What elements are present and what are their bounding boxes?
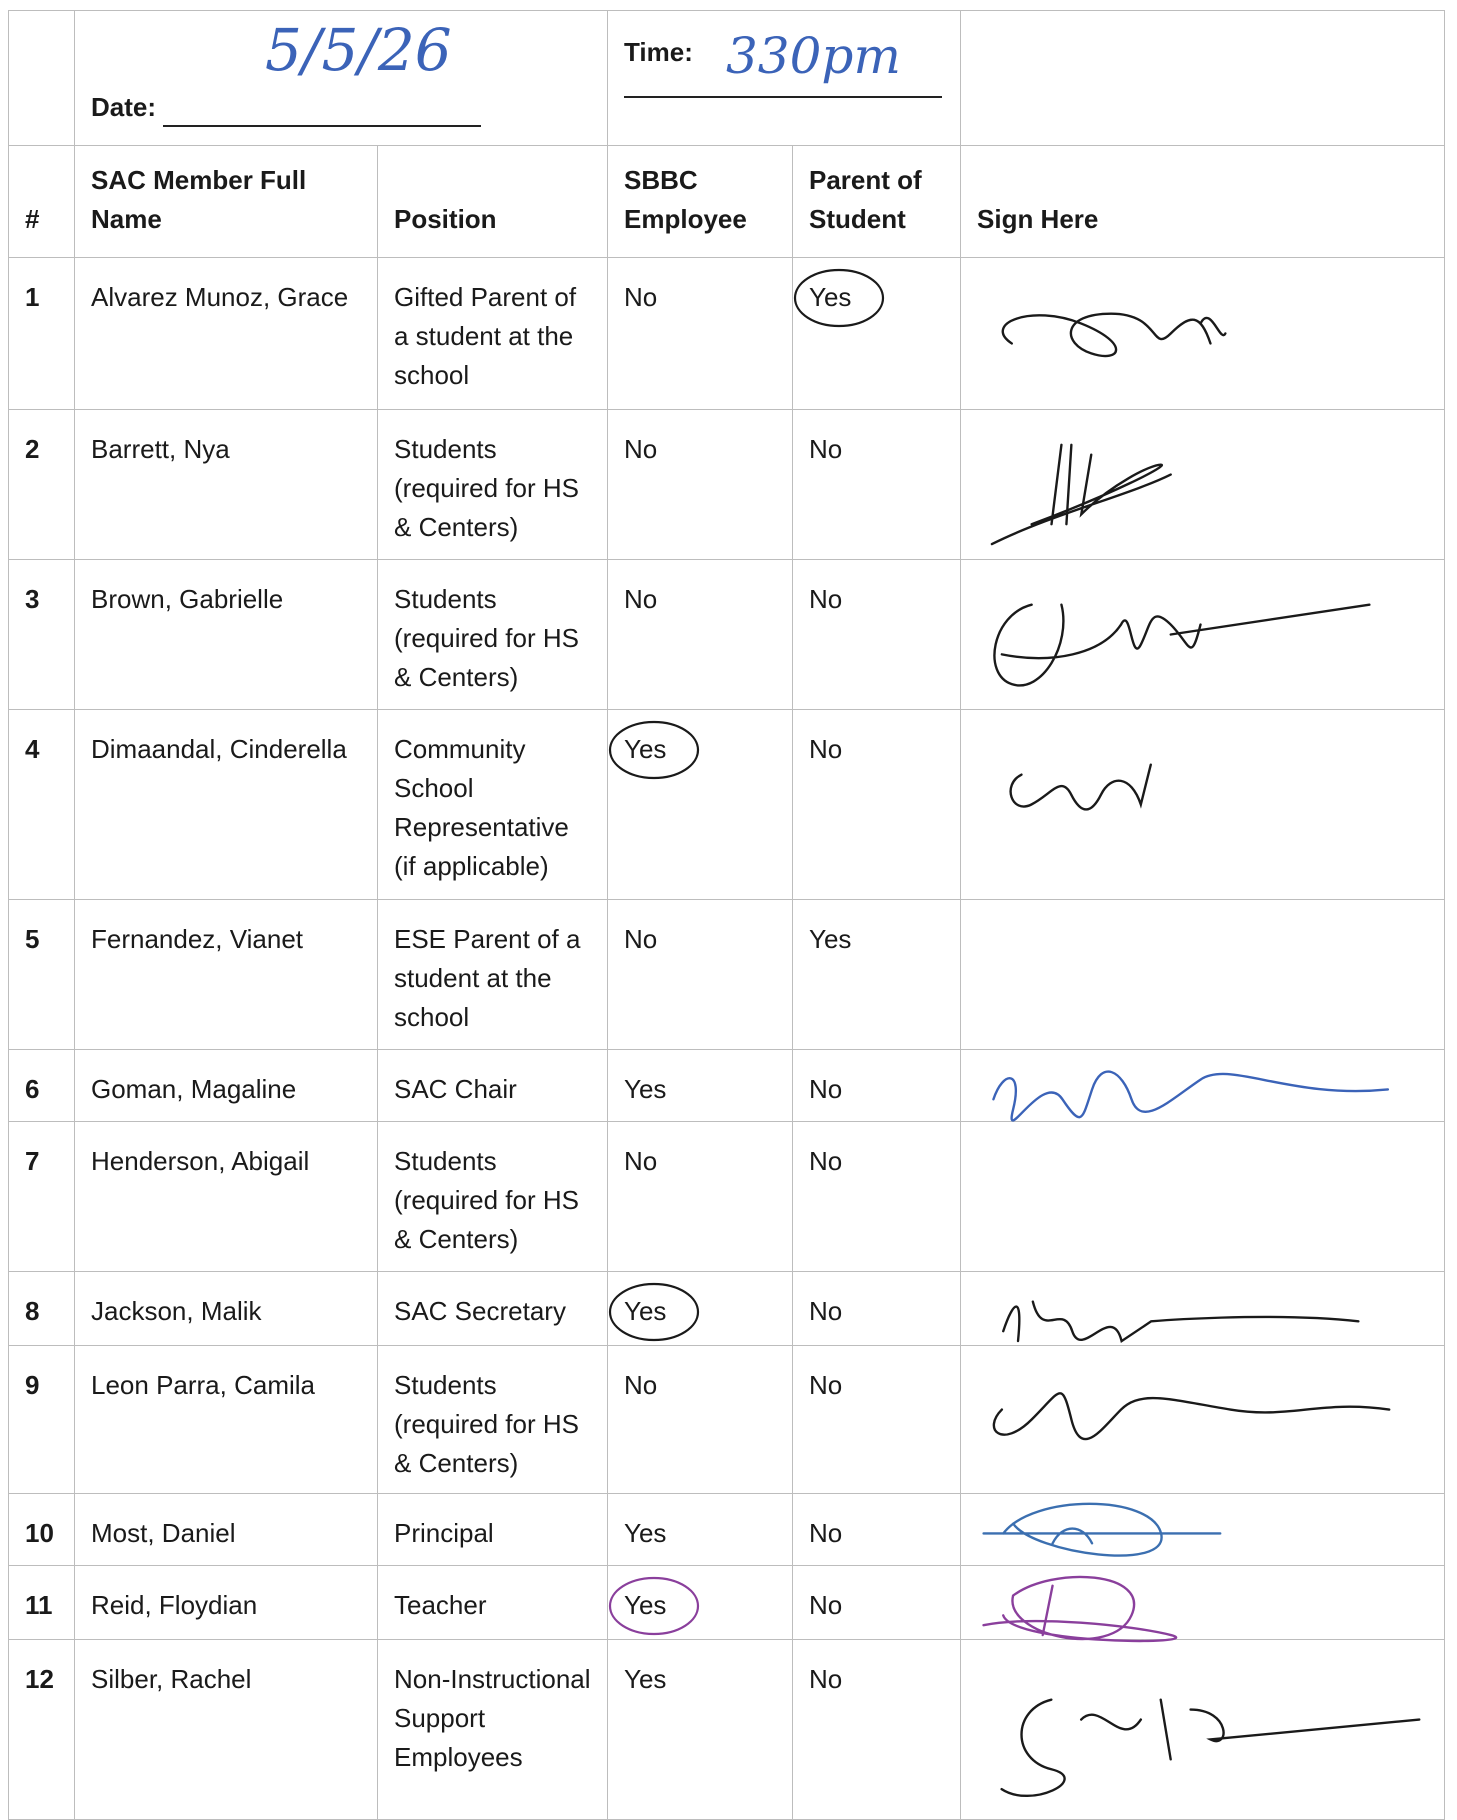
table-row xyxy=(9,1494,1445,1566)
member-name-text: Most, Daniel xyxy=(91,1518,236,1548)
parent-value-text: No xyxy=(809,584,843,614)
row-number xyxy=(9,1494,75,1566)
member-name-text: Silber, Rachel xyxy=(91,1664,252,1694)
member-name-text: Brown, Gabrielle xyxy=(91,584,284,614)
member-position-text: Community School Representative (if applicable) xyxy=(394,734,569,881)
member-name-text: Barrett, Nya xyxy=(91,434,230,464)
employee-value-text: Yes xyxy=(624,1664,667,1694)
date-line xyxy=(163,95,481,127)
member-position xyxy=(378,710,608,900)
handwritten-signature xyxy=(961,1566,1444,1639)
table-row xyxy=(9,1122,1445,1272)
parent-value-text: No xyxy=(809,1296,843,1326)
table-row xyxy=(9,1640,1445,1820)
time-label: Time: xyxy=(624,37,693,67)
member-name xyxy=(75,1640,378,1820)
member-name xyxy=(75,900,378,1050)
col-header-name: SAC Member Full Name xyxy=(75,146,378,258)
employee-value-text: No xyxy=(624,1370,658,1400)
parent-value xyxy=(793,1640,961,1820)
member-position-text: SAC Chair xyxy=(394,1074,517,1104)
member-name xyxy=(75,710,378,900)
member-position-text: Teacher xyxy=(394,1590,487,1620)
row-number xyxy=(9,710,75,900)
parent-value-text: No xyxy=(809,1664,843,1694)
hand-circle-mark xyxy=(606,716,706,784)
handwritten-signature xyxy=(961,1346,1444,1493)
time-handwriting: 330pm xyxy=(726,27,901,85)
member-position xyxy=(378,1566,608,1640)
member-position-text: Students (required for HS & Centers) xyxy=(394,584,579,692)
signature-cell[interactable] xyxy=(961,1050,1445,1122)
handwritten-signature xyxy=(961,1494,1444,1565)
member-position xyxy=(378,1050,608,1122)
member-name-text: Henderson, Abigail xyxy=(91,1146,310,1176)
parent-value-text: No xyxy=(809,1370,843,1400)
member-position xyxy=(378,1272,608,1346)
member-position-text: Gifted Parent of a student at the school xyxy=(394,282,577,390)
row-number xyxy=(9,1566,75,1640)
member-name xyxy=(75,1494,378,1566)
employee-value-text: Yes xyxy=(624,730,666,769)
member-rows xyxy=(9,258,1445,1820)
member-name-text: Jackson, Malik xyxy=(91,1296,262,1326)
date-cell xyxy=(75,11,608,146)
member-name xyxy=(75,1122,378,1272)
handwritten-signature xyxy=(961,1640,1444,1819)
employee-value xyxy=(608,410,793,560)
member-position xyxy=(378,560,608,710)
signature-cell[interactable] xyxy=(961,258,1445,410)
parent-value-text: No xyxy=(809,1590,843,1620)
signature-cell[interactable] xyxy=(961,710,1445,900)
member-name xyxy=(75,258,378,410)
member-position xyxy=(378,410,608,560)
parent-value-text: Yes xyxy=(809,278,851,317)
parent-value-text: Yes xyxy=(809,924,852,954)
parent-value xyxy=(793,1272,961,1346)
header-row xyxy=(9,146,1445,258)
parent-value-text: No xyxy=(809,434,843,464)
row-number xyxy=(9,1122,75,1272)
blank-cell xyxy=(961,11,1445,146)
employee-value xyxy=(608,1494,793,1566)
parent-value-text: No xyxy=(809,734,843,764)
row-number-text: 4 xyxy=(25,734,40,764)
hand-circle-mark xyxy=(606,1572,706,1640)
signature-cell[interactable] xyxy=(961,1640,1445,1820)
hand-circle-mark xyxy=(791,264,891,332)
row-number xyxy=(9,1050,75,1122)
parent-value xyxy=(793,258,961,410)
employee-value-text: No xyxy=(624,1146,658,1176)
employee-value xyxy=(608,1272,793,1346)
member-position xyxy=(378,900,608,1050)
employee-value xyxy=(608,1050,793,1122)
member-name xyxy=(75,1346,378,1494)
handwritten-signature xyxy=(961,710,1444,899)
member-position-text: Principal xyxy=(394,1518,494,1548)
table-row xyxy=(9,900,1445,1050)
signature-cell[interactable] xyxy=(961,1272,1445,1346)
signature-cell[interactable] xyxy=(961,1566,1445,1640)
col-header-sign: Sign Here xyxy=(961,146,1445,258)
date-handwriting: 5/5/26 xyxy=(265,16,452,84)
employee-value xyxy=(608,710,793,900)
row-number xyxy=(9,1640,75,1820)
parent-value xyxy=(793,1494,961,1566)
member-name-text: Reid, Floydian xyxy=(91,1590,258,1620)
row-number-text: 8 xyxy=(25,1296,40,1326)
member-position-text: ESE Parent of a student at the school xyxy=(394,924,581,1032)
member-position xyxy=(378,1122,608,1272)
row-number-text: 12 xyxy=(25,1664,54,1694)
parent-value xyxy=(793,560,961,710)
member-name xyxy=(75,560,378,710)
member-name xyxy=(75,410,378,560)
employee-value xyxy=(608,1640,793,1820)
handwritten-signature xyxy=(961,410,1444,559)
signature-cell[interactable] xyxy=(961,1122,1445,1272)
row-number-text: 9 xyxy=(25,1370,40,1400)
member-position xyxy=(378,258,608,410)
parent-value xyxy=(793,710,961,900)
row-number-text: 6 xyxy=(25,1074,40,1104)
row-number-text: 7 xyxy=(25,1146,40,1176)
member-position-text: Students (required for HS & Centers) xyxy=(394,1370,579,1478)
employee-value-text: No xyxy=(624,434,658,464)
member-name-text: Alvarez Munoz, Grace xyxy=(91,282,349,312)
table-row xyxy=(9,1566,1445,1640)
member-position xyxy=(378,1640,608,1820)
parent-value xyxy=(793,1050,961,1122)
row-number xyxy=(9,258,75,410)
employee-value-text: Yes xyxy=(624,1292,666,1331)
row-number xyxy=(9,1272,75,1346)
member-position-text: Non-Instructional Support Employees xyxy=(394,1664,591,1772)
parent-value xyxy=(793,1346,961,1494)
employee-value xyxy=(608,1346,793,1494)
parent-value xyxy=(793,900,961,1050)
col-header-parent: Parent of Student xyxy=(793,146,961,258)
table-row xyxy=(9,560,1445,710)
handwritten-signature xyxy=(961,560,1444,709)
employee-value xyxy=(608,1566,793,1640)
member-name-text: Fernandez, Vianet xyxy=(91,924,303,954)
row-number-text: 2 xyxy=(25,434,40,464)
parent-value xyxy=(793,1566,961,1640)
row-number-text: 3 xyxy=(25,584,40,614)
member-name xyxy=(75,1272,378,1346)
member-position xyxy=(378,1346,608,1494)
signature-cell[interactable] xyxy=(961,1494,1445,1566)
sign-in-sheet xyxy=(8,10,1450,1810)
row-number xyxy=(9,1346,75,1494)
signature-cell[interactable] xyxy=(961,1346,1445,1494)
row-number xyxy=(9,900,75,1050)
signature-cell[interactable] xyxy=(961,560,1445,710)
date-label: Date: xyxy=(91,92,157,122)
table-row xyxy=(9,1050,1445,1122)
handwritten-signature xyxy=(961,1272,1444,1345)
row-number-text: 1 xyxy=(25,282,40,312)
member-name xyxy=(75,1566,378,1640)
time-cell xyxy=(608,11,961,146)
employee-value xyxy=(608,1122,793,1272)
table-row xyxy=(9,1272,1445,1346)
employee-value xyxy=(608,258,793,410)
table-row xyxy=(9,1346,1445,1494)
parent-value xyxy=(793,1122,961,1272)
row-number xyxy=(9,410,75,560)
employee-value xyxy=(608,560,793,710)
time-line xyxy=(624,72,942,98)
member-position xyxy=(378,1494,608,1566)
col-header-employee: SBBC Employee xyxy=(608,146,793,258)
member-name-text: Dimaandal, Cinderella xyxy=(91,734,347,764)
parent-value-text: No xyxy=(809,1146,843,1176)
date-time-row xyxy=(9,11,1445,146)
employee-value-text: Yes xyxy=(624,1074,667,1104)
member-name xyxy=(75,1050,378,1122)
table-row xyxy=(9,410,1445,560)
table-row xyxy=(9,710,1445,900)
table-row xyxy=(9,258,1445,410)
signature-cell[interactable] xyxy=(961,410,1445,560)
employee-value-text: Yes xyxy=(624,1586,666,1625)
employee-value-text: No xyxy=(624,924,658,954)
row-number-text: 11 xyxy=(25,1590,53,1620)
parent-value-text: No xyxy=(809,1518,843,1548)
member-name-text: Leon Parra, Camila xyxy=(91,1370,315,1400)
employee-value-text: No xyxy=(624,282,658,312)
row-number-text: 10 xyxy=(25,1518,54,1548)
member-position-text: SAC Secretary xyxy=(394,1296,566,1326)
member-position-text: Students (required for HS & Centers) xyxy=(394,1146,579,1254)
employee-value xyxy=(608,900,793,1050)
blank-cell xyxy=(9,11,75,146)
signature-cell[interactable] xyxy=(961,900,1445,1050)
handwritten-signature xyxy=(961,1050,1444,1121)
row-number xyxy=(9,560,75,710)
attendance-table xyxy=(8,10,1445,1820)
employee-value-text: No xyxy=(624,584,658,614)
employee-value-text: Yes xyxy=(624,1518,667,1548)
member-position-text: Students (required for HS & Centers) xyxy=(394,434,579,542)
col-header-num: # xyxy=(9,146,75,258)
row-number-text: 5 xyxy=(25,924,40,954)
col-header-position: Position xyxy=(378,146,608,258)
parent-value-text: No xyxy=(809,1074,843,1104)
parent-value xyxy=(793,410,961,560)
member-name-text: Goman, Magaline xyxy=(91,1074,297,1104)
handwritten-signature xyxy=(961,258,1444,409)
hand-circle-mark xyxy=(606,1278,706,1346)
